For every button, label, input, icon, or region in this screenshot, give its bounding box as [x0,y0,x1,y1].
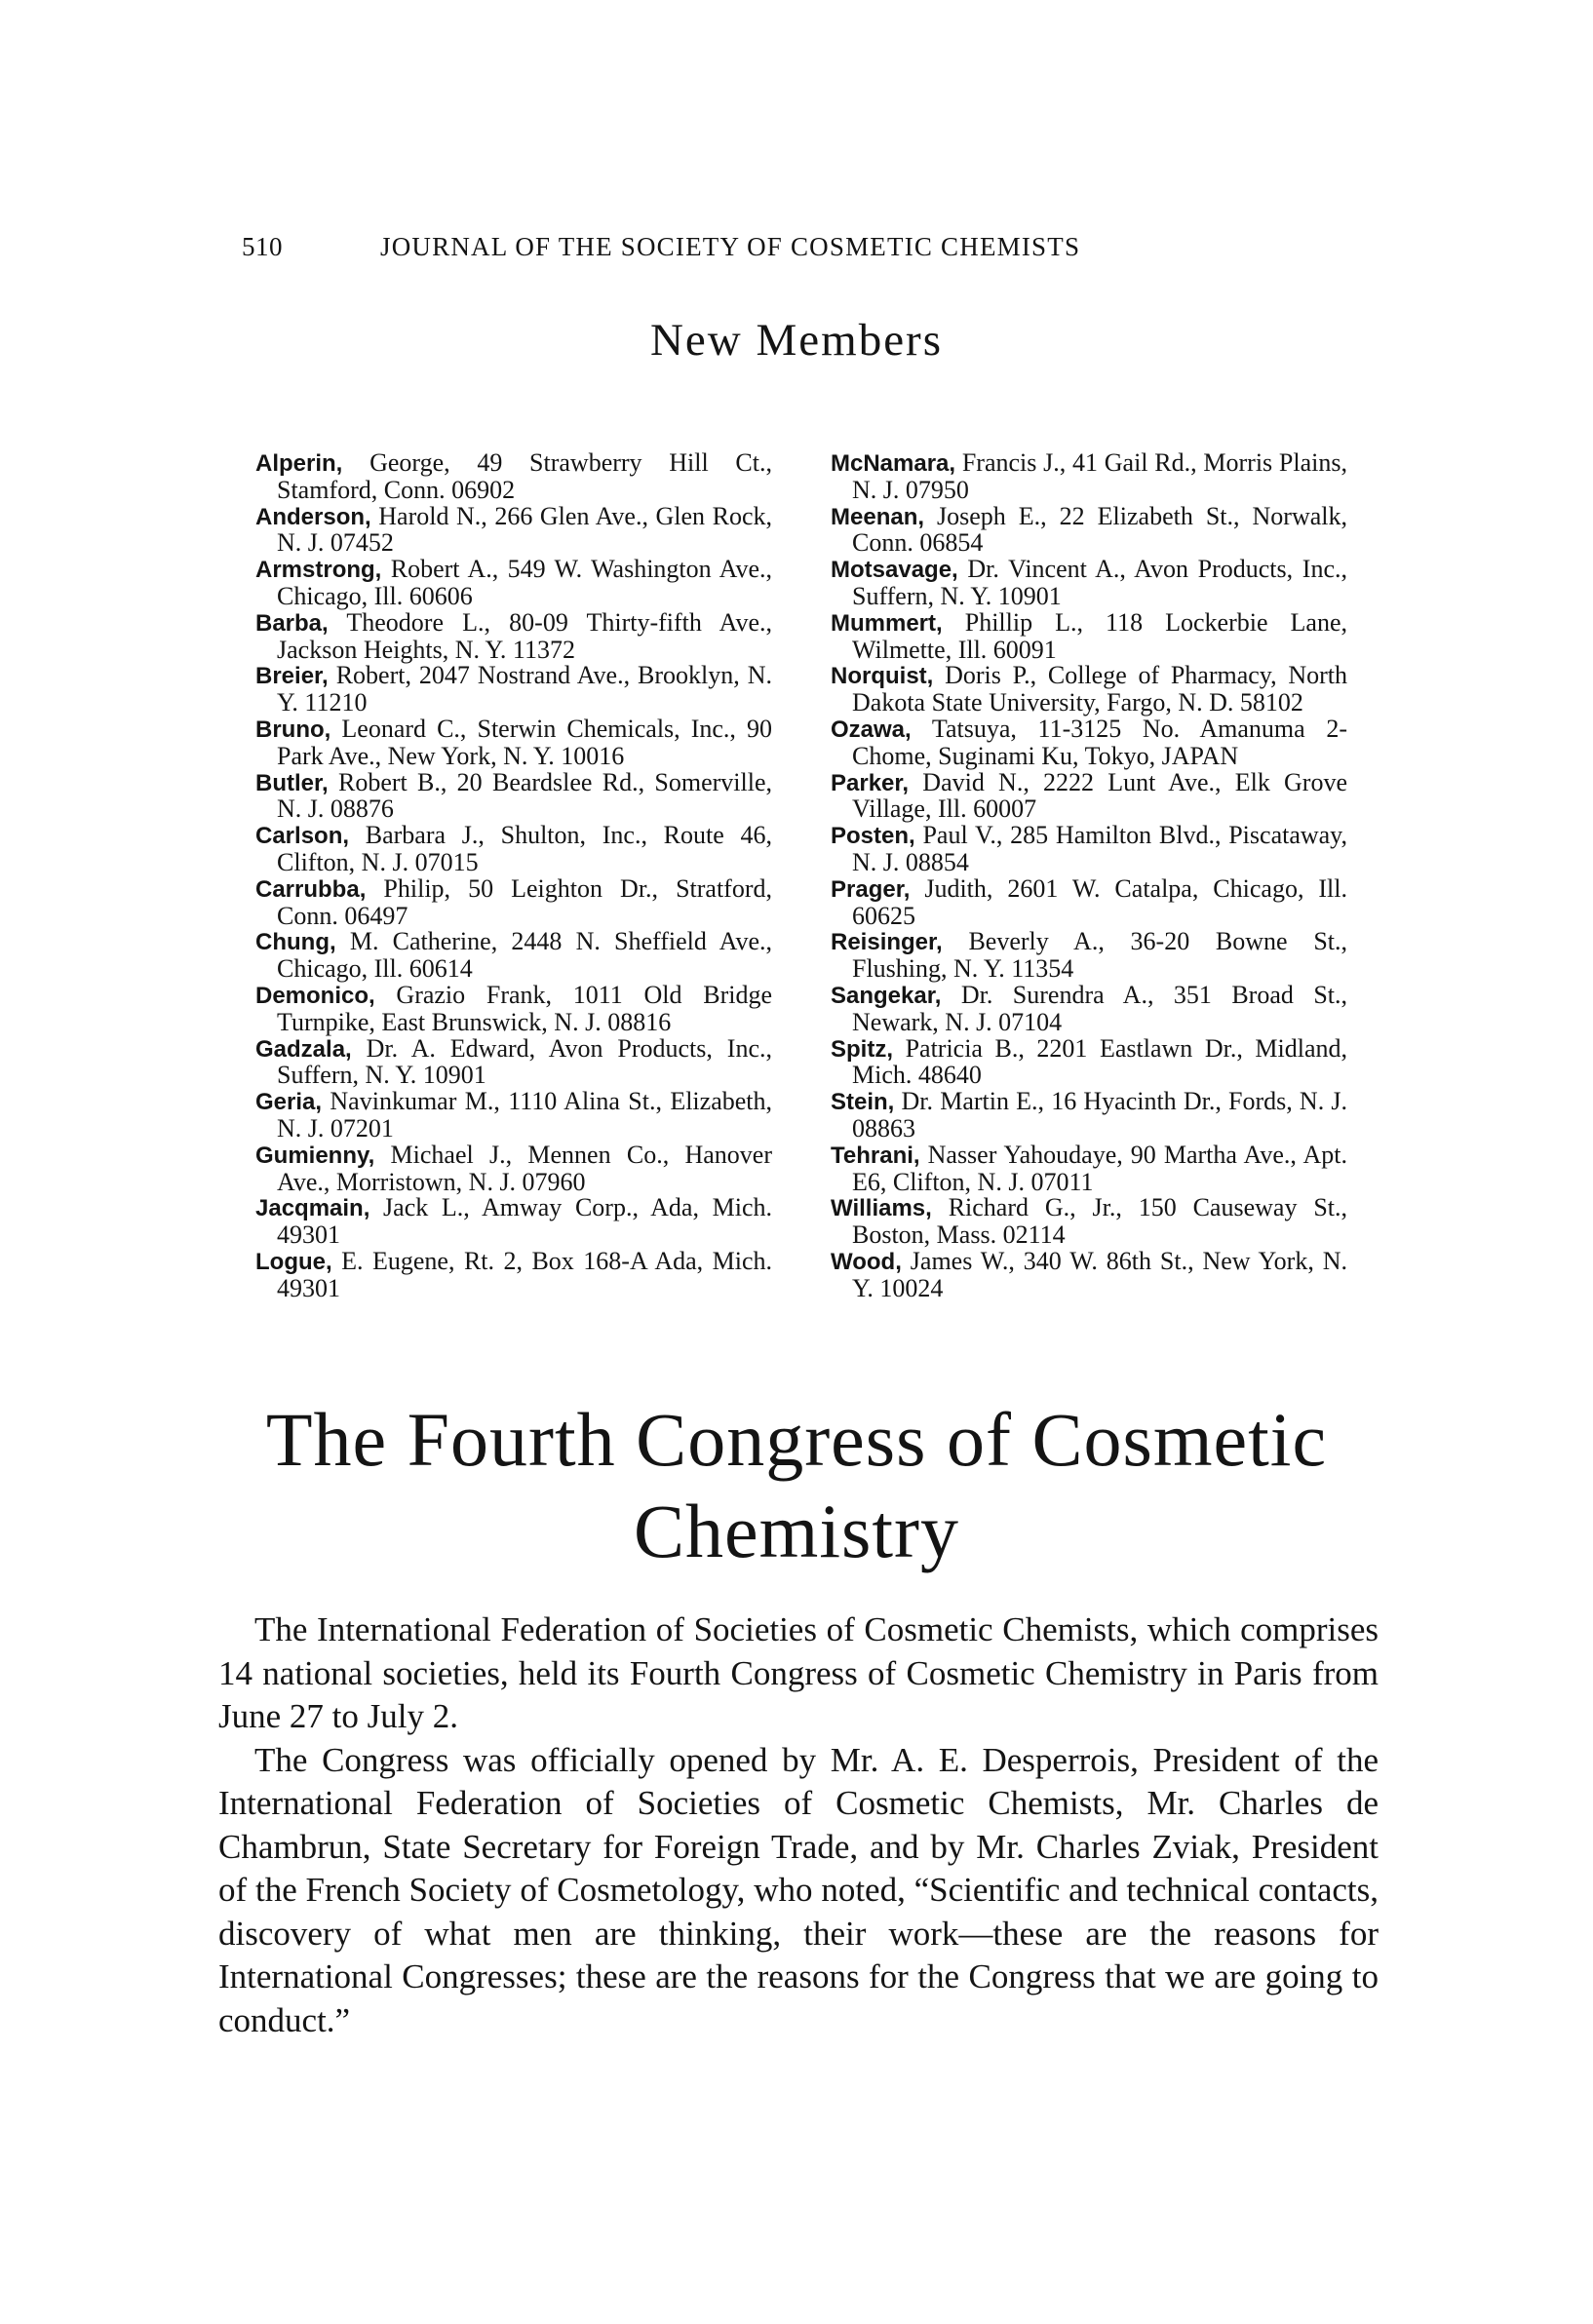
member-name: Carrubba, [255,875,367,903]
member-name: Parker, [831,769,910,796]
member-details: Nasser Yahoudaye, 90 Martha Ave., Apt. E6, Clifton, N. J. 07011 [852,1140,1347,1196]
member-details: Navinkumar M., 1110 Alina St., Elizabeth, N. J. 07201 [277,1087,772,1143]
member-name: Mummert, [831,609,943,637]
article-paragraph-1: The International Federation of Societies of Cosmetic Chemists, which comprises 14 national societies, held its Fourth Congress of Cosmetic Chemistry in Paris from June 27 to July 2. [218,1610,1379,1735]
member-entry [831,929,1347,983]
member-details: Michael J., Mennen Co., Hanover Ave., Morristown, N. J. 07960 [277,1140,773,1196]
member-entry [255,1246,773,1302]
member-name: Motsavage, [831,557,958,584]
member-details: Barbara J., Shulton, Inc., Route 46, Clifton, N. J. 07015 [277,821,773,876]
member-name: Meenan, [831,503,925,530]
member-entry [255,714,772,770]
member-details: Beverly A., 36-20 Bowne St., Flushing, N. Y. 11354 [852,927,1347,984]
member-name: Williams, [831,1195,932,1222]
member-details: Patricia B., 2201 Eastlawn Dr., Midland, Mich. 48640 [852,1033,1347,1090]
member-name: Spitz, [831,1035,893,1063]
member-entry [831,663,1347,717]
member-entry [255,1033,773,1090]
member-details: Joseph E., 22 Elizabeth St., Norwalk, Conn. 06854 [852,501,1347,558]
member-entry [831,873,1347,930]
member-details: Dr. Martin E., 16 Hyacinth Dr., Fords, N. J. 08863 [852,1087,1348,1143]
member-entry [255,607,772,664]
member-details: Grazio Frank, 1011 Old Bridge Turnpike, East Brunswick, N. J. 08816 [277,980,773,1036]
members-right-column [831,450,1347,1302]
member-name: Gumienny, [255,1142,375,1169]
member-entry [831,714,1347,770]
member-entry [255,980,773,1036]
member-name: Wood, [831,1248,902,1275]
congress-heading-line-2: Chemistry [634,1489,959,1573]
member-entry [831,1246,1347,1302]
journal-title: JOURNAL OF THE SOCIETY OF COSMETIC CHEMISTS [380,232,1081,261]
member-name: Bruno, [255,716,331,743]
member-name: McNamara, [831,450,956,477]
page-number: 510 [242,232,283,261]
article-paragraph-2: The Congress was officially opened by Mr. A. E. Desperrois, President of the International Federation of Societies of Cosmetic Chemists, Mr. Charles de Chambrun, State Secretary for Foreign Trade, and by Mr. Charles Zviak, President of the French Society of Cosmetology, who noted, “Scientific and technical contacts, discovery of what men are thinking, their work—these are the reasons for International Congresses; these are the reasons for the Congress that we are going to conduct.” [218,1740,1379,2039]
member-entry [255,767,772,824]
member-details: Paul V., 285 Hamilton Blvd., Piscataway, N. J. 08854 [852,821,1347,876]
running-head [242,232,1217,271]
member-details: M. Catherine, 2448 N. Sheffield Ave., Chicago, Ill. 60614 [277,927,773,984]
member-entry [255,1140,773,1196]
member-name: Demonico, [255,982,375,1009]
member-details: Jack L., Amway Corp., Ada, Mich. 49301 [277,1193,773,1250]
member-details: Philip, 50 Leighton Dr., Stratford, Conn. 06497 [277,873,773,930]
member-name: Chung, [255,929,336,956]
member-entry [255,501,773,558]
congress-heading [0,1394,1593,1577]
member-name: Stein, [831,1089,895,1116]
member-name: Gadzala, [255,1035,352,1063]
member-entry [255,823,772,876]
member-details: Theodore L., 80-09 Thirty-fifth Ave., Jackson Heights, N. Y. 11372 [277,607,772,664]
member-details: Dr. Vincent A., Avon Products, Inc., Suffern, N. Y. 10901 [852,555,1348,610]
congress-heading-line-1: The Fourth Congress of Cosmetic [265,1397,1328,1482]
member-entry [831,501,1347,558]
member-details: Robert A., 549 W. Washington Ave., Chicago, Ill. 60606 [277,555,772,610]
member-entry [831,1033,1347,1090]
member-entry [831,450,1347,504]
member-details: Francis J., 41 Gail Rd., Morris Plains, N. J. 07950 [852,448,1348,504]
member-details: Leonard C., Sterwin Chemicals, Inc., 90 Park Ave., New York, N. Y. 10016 [277,714,772,770]
member-details: Robert, 2047 Nostrand Ave., Brooklyn, N. Y. 11210 [277,661,772,717]
member-entry [255,450,772,504]
member-name: Armstrong, [255,557,382,584]
member-entry [831,980,1348,1036]
member-name: Sangekar, [831,982,942,1009]
member-name: Barba, [255,609,329,637]
member-name: Logue, [255,1248,332,1275]
member-name: Anderson, [255,503,371,530]
member-entry [831,823,1347,876]
member-details: Tatsuya, 11-3125 No. Amanuma 2-Chome, Suginami Ku, Tokyo, JAPAN [852,714,1347,770]
member-entry [255,929,772,983]
member-entry [255,1195,772,1249]
member-details: E. Eugene, Rt. 2, Box 168-A Ada, Mich. 49301 [277,1246,773,1302]
member-details: Dr. Surendra A., 351 Broad St., Newark, N. J. 07104 [852,980,1348,1036]
member-name: Reisinger, [831,929,943,956]
member-entry [831,767,1347,824]
new-members-heading: New Members [649,315,943,366]
member-entry [255,873,773,930]
member-name: Prager, [831,875,911,903]
member-entry [831,1195,1347,1249]
member-name: Breier, [255,663,329,690]
member-details: Phillip L., 118 Lockerbie Lane, Wilmette, Ill. 60091 [852,607,1348,664]
member-details: Robert B., 20 Beardslee Rd., Somerville, N. J. 08876 [277,767,772,824]
member-name: Ozawa, [831,716,912,743]
member-name: Posten, [831,823,915,850]
member-entry [831,607,1348,664]
member-details: Richard G., Jr., 150 Causeway St., Boston, Mass. 02114 [852,1193,1348,1250]
member-details: David N., 2222 Lunt Ave., Elk Grove Village, Ill. 60007 [852,767,1347,824]
member-name: Carlson, [255,823,350,850]
member-name: Jacqmain, [255,1195,370,1222]
member-entry [831,1089,1347,1143]
member-details: George, 49 Strawberry Hill Ct., Stamford, Conn. 06902 [277,448,772,504]
members-left-column [255,450,772,1302]
member-name: Butler, [255,769,329,796]
member-entry [255,1089,772,1143]
member-details: Dr. A. Edward, Avon Products, Inc., Suffern, N. Y. 10901 [277,1033,773,1090]
member-name: Norquist, [831,663,934,690]
member-entry [255,663,772,717]
member-details: James W., 340 W. 86th St., New York, N. Y. 10024 [852,1246,1347,1302]
member-details: Doris P., College of Pharmacy, North Dakota State University, Fargo, N. D. 58102 [852,661,1347,717]
member-details: Judith, 2601 W. Catalpa, Chicago, Ill. 60625 [852,873,1347,930]
member-entry [255,557,772,610]
member-entry [831,557,1347,610]
member-details: Harold N., 266 Glen Ave., Glen Rock, N. J. 07452 [277,501,773,558]
member-entry [831,1140,1347,1196]
congress-article-body [218,1608,1379,2042]
member-name: Alperin, [255,450,343,477]
member-name: Tehrani, [831,1142,920,1169]
member-name: Geria, [255,1089,323,1116]
